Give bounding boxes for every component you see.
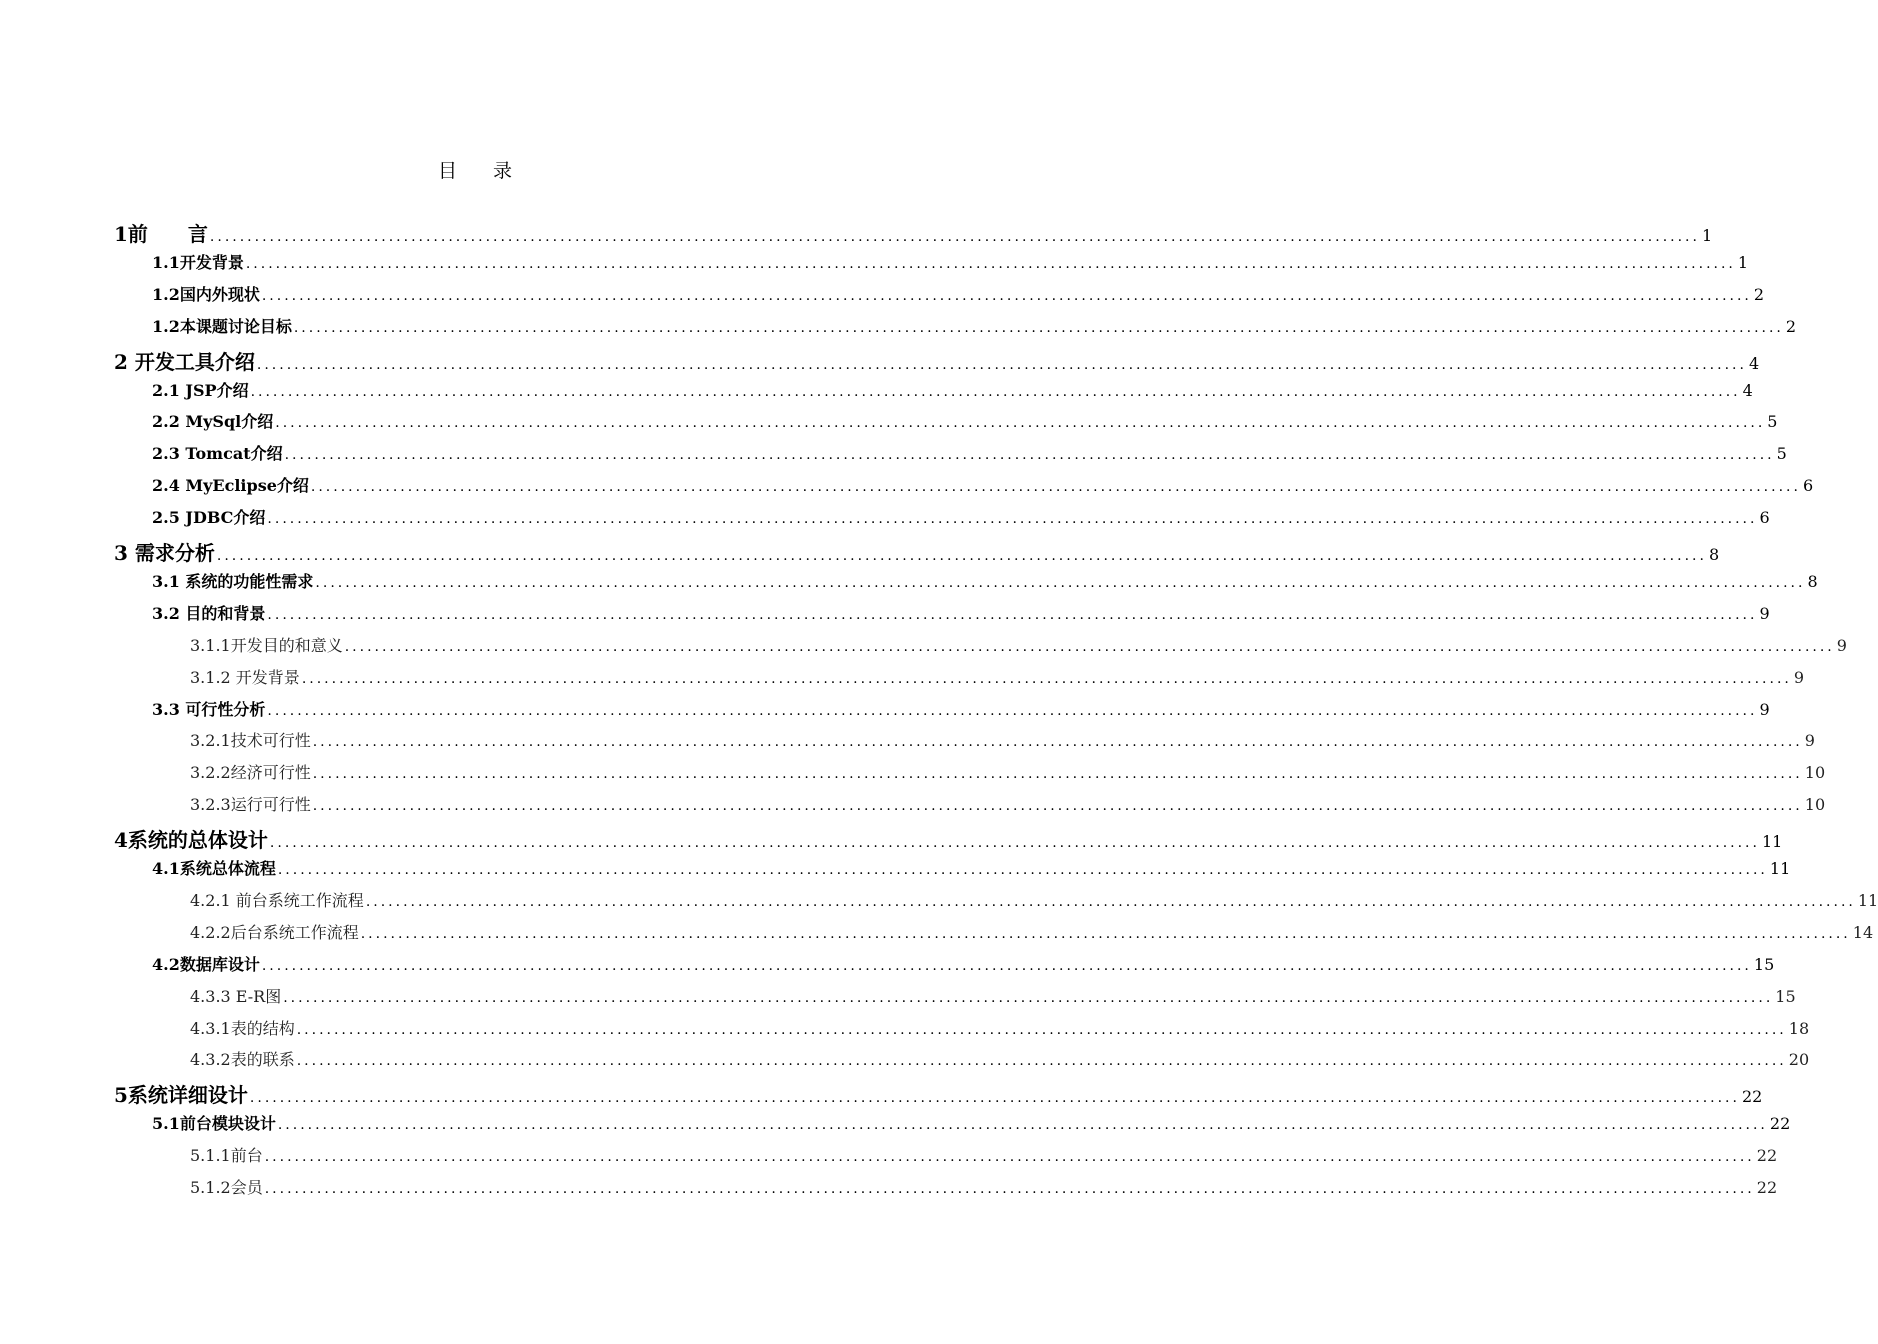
toc-leader-dots: ........................................................................................................................................................................................................ — [267, 606, 1758, 623]
toc-leader-dots: ........................................................................................................................................................................................................ — [312, 734, 1803, 751]
toc-leader-dots: ........................................................................................................................................................................................................ — [264, 1181, 1755, 1197]
toc-page-number: 2 — [1785, 316, 1797, 336]
toc-leader-dots: ........................................................................................................................................................................................................ — [365, 893, 1856, 910]
toc-entry-level-2[interactable] — [152, 1111, 1791, 1134]
toc-entry-level-3[interactable] — [190, 1047, 1810, 1070]
toc-page-number: 18 — [1788, 1018, 1810, 1038]
toc-entry-level-2[interactable] — [152, 441, 1787, 464]
toc-entry-title: 3.3 可行性分析 — [152, 699, 266, 719]
toc-page-number: 9 — [1836, 635, 1847, 655]
toc-entry-level-3[interactable] — [190, 888, 1878, 911]
toc-entry-title: 3.2.1技术可行性 — [190, 731, 311, 751]
toc-entry-level-2[interactable] — [152, 282, 1765, 305]
toc-page-number: 5 — [1767, 412, 1778, 432]
toc-page-number: 14 — [1852, 922, 1874, 942]
toc-page-number: 6 — [1759, 508, 1770, 528]
toc-leader-dots: ........................................................................................................................................................................................................ — [269, 835, 1760, 852]
toc-entry-title: 5.1前台模块设计 — [152, 1114, 276, 1134]
toc-entry-title: 3.2.2经济可行性 — [190, 763, 311, 783]
toc-entry-level-2[interactable] — [152, 409, 1778, 432]
toc-page-number: 15 — [1753, 954, 1775, 974]
toc-leader-dots: ........................................................................................................................................................................................................ — [293, 319, 1784, 336]
toc-leader-dots: ........................................................................................................................................................................................................ — [250, 383, 1741, 400]
toc-entry-level-2[interactable] — [152, 505, 1770, 528]
toc-leader-dots: ........................................................................................................................................................................................................ — [261, 957, 1752, 974]
toc-entry-title: 4.3.1表的结构 — [190, 1018, 295, 1038]
toc-entry-level-2[interactable] — [152, 601, 1770, 624]
toc-leader-dots: ........................................................................................................................................................................................................ — [264, 1149, 1755, 1166]
toc-page-number: 22 — [1756, 1178, 1778, 1197]
toc-entry-title: 4.2数据库设计 — [152, 954, 260, 974]
toc-page-number: 11 — [1769, 859, 1791, 878]
toc-title-char-1: 目 — [437, 160, 457, 182]
toc-page-number: 4 — [1748, 353, 1760, 373]
toc-leader-dots: ........................................................................................................................................................................................................ — [245, 255, 1736, 272]
toc-entry-title: 1.2国内外现状 — [152, 284, 260, 304]
toc-entry-level-3[interactable] — [190, 633, 1847, 656]
toc-page-number: 11 — [1857, 890, 1878, 910]
toc-entry-level-3[interactable] — [190, 984, 1796, 1007]
toc-entry-level-2[interactable] — [152, 473, 1814, 496]
toc-entry-title: 1前 言 — [114, 222, 208, 246]
toc-page-number: 9 — [1793, 667, 1805, 687]
toc-entry-title: 1.1开发背景 — [152, 252, 244, 272]
toc-page-number: 8 — [1708, 545, 1720, 564]
toc-leader-dots: ........................................................................................................................................................................................................ — [277, 1117, 1768, 1134]
toc-page-number: 1 — [1701, 226, 1713, 245]
toc-leader-dots: ........................................................................................................................................................................................................ — [315, 574, 1806, 591]
toc-leader-dots: ........................................................................................................................................................................................................ — [301, 670, 1792, 687]
toc-leader-dots: ........................................................................................................................................................................................................ — [216, 548, 1707, 564]
toc-entry-level-3[interactable] — [190, 1016, 1810, 1039]
toc-page-number: 1 — [1737, 252, 1749, 272]
toc-leader-dots: ........................................................................................................................................................................................................ — [267, 702, 1758, 719]
toc-entry-title: 2 开发工具介绍 — [114, 349, 255, 374]
toc-entry-title: 2.5 JDBC介绍 — [152, 508, 266, 528]
toc-entry-level-3[interactable] — [190, 920, 1874, 943]
toc-page-number: 6 — [1802, 476, 1814, 496]
toc-page-number: 9 — [1804, 731, 1815, 751]
toc-entry-title: 4.3.2表的联系 — [190, 1050, 295, 1070]
toc-entry-title: 2.3 Tomcat介绍 — [152, 444, 283, 464]
toc-entry-title: 2.1 JSP介绍 — [152, 380, 249, 400]
toc-entry-title: 5系统详细设计 — [114, 1083, 248, 1108]
toc-entry-level-2[interactable] — [152, 569, 1818, 592]
toc-entry-title: 4.2.2后台系统工作流程 — [190, 922, 359, 942]
toc-entry-title: 4.2.1 前台系统工作流程 — [190, 890, 364, 910]
toc-leader-dots: ........................................................................................................................................................................................................ — [256, 356, 1747, 373]
toc-leader-dots: ........................................................................................................................................................................................................ — [296, 1021, 1787, 1038]
toc-entry-level-1[interactable] — [114, 218, 1713, 247]
toc-leader-dots: ........................................................................................................................................................................................................ — [296, 1053, 1787, 1070]
toc-entry-level-1[interactable] — [114, 346, 1760, 375]
toc-title-char-2: 录 — [493, 160, 513, 182]
toc-entry-title: 3.1.2 开发背景 — [190, 667, 300, 687]
toc-leader-dots: ........................................................................................................................................................................................................ — [261, 287, 1752, 304]
toc-page-number: 10 — [1804, 763, 1826, 783]
toc-entry-title: 5.1.1前台 — [190, 1146, 263, 1166]
toc-entry-level-1[interactable] — [114, 537, 1720, 566]
toc-page-number: 10 — [1804, 795, 1826, 815]
toc-entry-level-2[interactable] — [152, 952, 1775, 975]
toc-page-number: 15 — [1775, 986, 1796, 1006]
toc-entry-title: 1.2本课题讨论目标 — [152, 316, 292, 336]
toc-entry-level-3[interactable] — [190, 1143, 1778, 1166]
toc-entry-level-1[interactable] — [114, 1079, 1763, 1108]
toc-page-number: 22 — [1769, 1114, 1791, 1134]
toc-entry-title: 4系统的总体设计 — [114, 828, 268, 853]
toc-entry-title: 3.1.1开发目的和意义 — [190, 635, 343, 655]
toc-entry-level-3[interactable] — [190, 1175, 1778, 1198]
toc-page-number: 20 — [1788, 1050, 1810, 1070]
toc-leader-dots: ........................................................................................................................................................................................................ — [267, 511, 1758, 528]
toc-leader-dots: ........................................................................................................................................................................................................ — [284, 447, 1775, 464]
toc-leader-dots: ........................................................................................................................................................................................................ — [312, 798, 1803, 815]
toc-leader-dots: ........................................................................................................................................................................................................ — [312, 766, 1803, 783]
toc-title — [0, 156, 950, 183]
toc-entry-level-2[interactable] — [152, 378, 1753, 401]
toc-entry-title: 4.3.3 E-R图 — [190, 986, 282, 1006]
toc-entry-level-3[interactable] — [190, 665, 1805, 688]
toc-entry-level-2[interactable] — [152, 250, 1749, 273]
toc-leader-dots: ........................................................................................................................................................................................................ — [209, 229, 1700, 245]
toc-leader-dots: ........................................................................................................................................................................................................ — [310, 479, 1801, 496]
toc-entry-level-3[interactable] — [190, 792, 1826, 815]
toc-entry-title: 3.2.3运行可行性 — [190, 795, 311, 815]
toc-entry-title: 2.4 MyEclipse介绍 — [152, 476, 309, 496]
toc-leader-dots: ........................................................................................................................................................................................................ — [360, 925, 1851, 942]
toc-entry-level-1[interactable] — [114, 824, 1783, 853]
toc-leader-dots: ........................................................................................................................................................................................................ — [283, 989, 1774, 1006]
toc-entry-level-3[interactable] — [190, 728, 1815, 751]
toc-leader-dots: ........................................................................................................................................................................................................ — [277, 862, 1768, 878]
toc-entry-level-2[interactable] — [152, 856, 1791, 879]
toc-page-number: 8 — [1807, 571, 1818, 591]
toc-entry-title: 5.1.2会员 — [190, 1178, 263, 1197]
toc-entry-title: 3 需求分析 — [114, 541, 215, 565]
toc-page-number: 9 — [1759, 699, 1770, 719]
toc-page-number: 5 — [1776, 444, 1787, 464]
toc-leader-dots: ........................................................................................................................................................................................................ — [344, 638, 1835, 655]
toc-entry-level-3[interactable] — [190, 760, 1826, 783]
toc-leader-dots: ........................................................................................................................................................................................................ — [275, 415, 1766, 432]
toc-entry-level-2[interactable] — [152, 697, 1770, 720]
toc-page-number: 2 — [1753, 284, 1765, 304]
toc-page-number: 4 — [1742, 380, 1753, 400]
toc-entry-title: 3.2 目的和背景 — [152, 603, 266, 623]
toc-page-number: 9 — [1759, 603, 1770, 623]
toc-entry-title: 3.1 系统的功能性需求 — [152, 571, 314, 591]
toc-entry-title: 2.2 MySql介绍 — [152, 412, 274, 432]
toc-entry-level-2[interactable] — [152, 314, 1797, 337]
toc-page-number: 11 — [1761, 832, 1783, 852]
toc-page-number: 22 — [1756, 1146, 1778, 1166]
toc-leader-dots: ........................................................................................................................................................................................................ — [249, 1090, 1740, 1107]
toc-entry-title: 4.1系统总体流程 — [152, 859, 276, 878]
toc-page-number: 22 — [1741, 1087, 1763, 1107]
